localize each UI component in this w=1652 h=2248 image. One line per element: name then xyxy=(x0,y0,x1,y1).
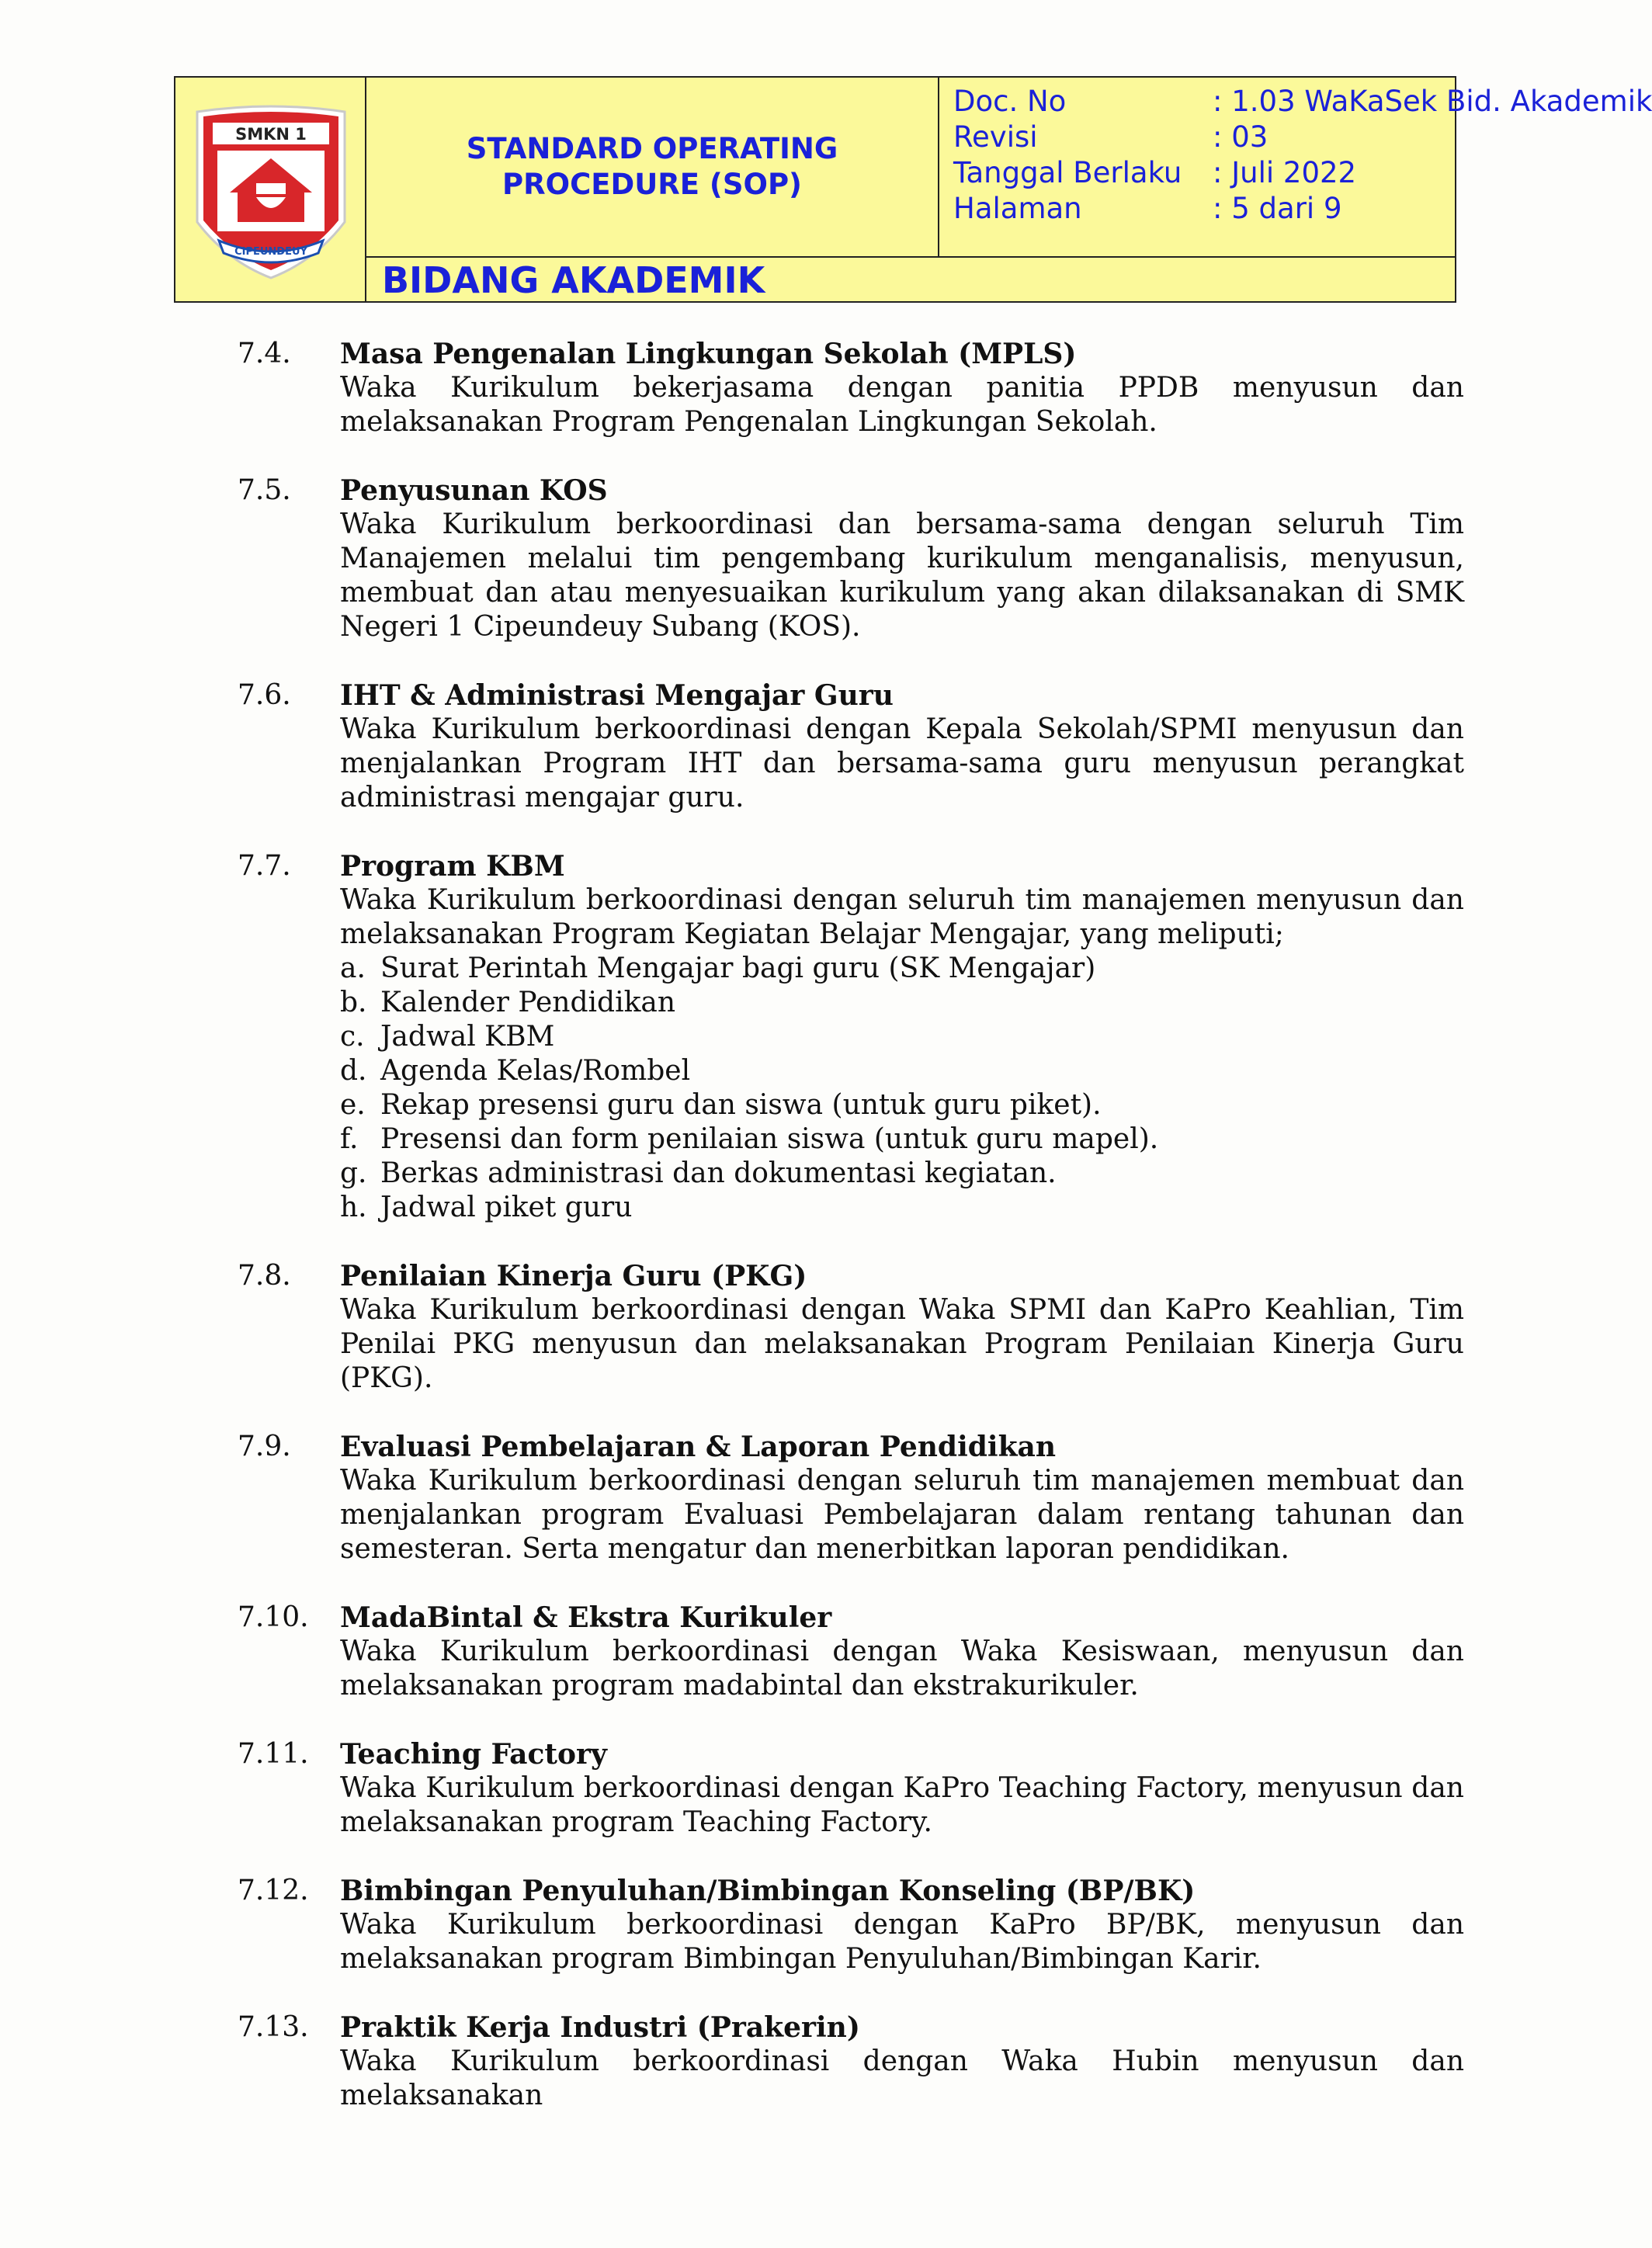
section-number: 7.8. xyxy=(238,1260,291,1292)
list-text: Surat Perintah Mengajar bagi guru (SK Mengajar) xyxy=(380,952,1096,984)
meta-value: : 03 xyxy=(1213,120,1268,154)
section-body: Waka Kurikulum berkoordinasi dengan seluruh tim manajemen menyusun dan melaksanakan Program Kegiatan Belajar Mengajar, yang meliputi; xyxy=(340,884,1464,950)
logo-cell xyxy=(175,78,366,301)
section-7-8 xyxy=(238,1259,1464,1396)
meta-label: Revisi xyxy=(953,120,1038,154)
section-number: 7.4. xyxy=(238,338,291,369)
meta-value: : Juli 2022 xyxy=(1213,156,1357,189)
svg-text:CIPEUNDEUY: CIPEUNDEUY xyxy=(234,246,307,258)
section-title: Bimbingan Penyuluhan/Bimbingan Konseling (BP/BK) xyxy=(340,1875,1196,1907)
sop-title-cell xyxy=(366,78,939,256)
list-letter: d. xyxy=(340,1055,367,1087)
list-letter: g. xyxy=(340,1157,367,1189)
list-text: Berkas administrasi dan dokumentasi kegiatan. xyxy=(380,1157,1057,1189)
section-title: Penilaian Kinerja Guru (PKG) xyxy=(340,1260,807,1292)
department-title: BIDANG AKADEMIK xyxy=(366,256,1455,301)
section-body: Waka Kurikulum berkoordinasi dengan seluruh tim manajemen membuat dan menjalankan program Evaluasi Pembelajaran dalam rentang tahunan dan semesteran. Serta mengatur dan menerbitkan laporan pendidikan. xyxy=(340,1465,1464,1565)
section-number: 7.11. xyxy=(238,1738,309,1770)
section-title: Praktik Kerja Industri (Prakerin) xyxy=(340,2011,860,2044)
section-7-7 xyxy=(238,849,1464,1225)
list-letter: e. xyxy=(340,1089,366,1121)
list-item xyxy=(340,1054,1464,1088)
section-title: Program KBM xyxy=(340,850,565,883)
list-item xyxy=(340,1122,1464,1157)
list-letter: f. xyxy=(340,1123,359,1155)
list-item xyxy=(340,1191,1464,1225)
list-text: Jadwal piket guru xyxy=(380,1192,633,1223)
section-7-4 xyxy=(238,337,1464,439)
sop-header xyxy=(174,76,1652,303)
section-number: 7.7. xyxy=(238,850,291,882)
list-letter: h. xyxy=(340,1192,367,1223)
list-letter: a. xyxy=(340,952,366,984)
section-7-6 xyxy=(238,678,1464,815)
section-body: Waka Kurikulum bekerjasama dengan panitia PPDB menyusun dan melaksanakan Program Pengenalan Lingkungan Sekolah. xyxy=(340,372,1464,438)
meta-label: Tanggal Berlaku xyxy=(953,156,1182,189)
section-title: Evaluasi Pembelajaran & Laporan Pendidikan xyxy=(340,1431,1057,1463)
meta-label: Halaman xyxy=(953,192,1082,225)
section-number: 7.9. xyxy=(238,1431,291,1462)
section-7-10 xyxy=(238,1601,1464,1703)
section-body: Waka Kurikulum berkoordinasi dengan Kepala Sekolah/SPMI menyusun dan menjalankan Program IHT dan bersama-sama guru menyusun perangkat administrasi mengajar guru. xyxy=(340,713,1464,814)
section-number: 7.10. xyxy=(238,1601,309,1633)
section-7-5 xyxy=(238,474,1464,644)
section-number: 7.6. xyxy=(238,679,291,711)
list-text: Agenda Kelas/Rombel xyxy=(380,1055,691,1087)
list-item xyxy=(340,952,1464,986)
list-text: Jadwal KBM xyxy=(380,1021,555,1053)
list-text: Presensi dan form penilaian siswa (untuk guru mapel). xyxy=(380,1123,1159,1155)
kbm-list xyxy=(340,952,1464,1225)
section-title: MadaBintal & Ekstra Kurikuler xyxy=(340,1601,832,1634)
section-number: 7.5. xyxy=(238,474,291,506)
list-text: Rekap presensi guru dan siswa (untuk guru piket). xyxy=(380,1089,1102,1121)
section-7-11 xyxy=(238,1737,1464,1840)
meta-label: Doc. No xyxy=(953,85,1067,118)
meta-value: : 1.03 WaKaSek Bid. Akademik xyxy=(1213,85,1652,118)
section-body: Waka Kurikulum berkoordinasi dengan KaPro Teaching Factory, menyusun dan melaksanakan program Teaching Factory. xyxy=(340,1772,1464,1838)
list-item xyxy=(340,1088,1464,1122)
school-logo xyxy=(191,106,351,283)
list-item xyxy=(340,1020,1464,1054)
list-letter: c. xyxy=(340,1021,365,1053)
document-body xyxy=(238,337,1464,2147)
section-title: Teaching Factory xyxy=(340,1738,607,1771)
section-7-9 xyxy=(238,1430,1464,1566)
list-item xyxy=(340,986,1464,1020)
section-title: Penyusunan KOS xyxy=(340,474,608,507)
list-item xyxy=(340,1157,1464,1191)
sop-title-line2: PROCEDURE (SOP) xyxy=(502,168,802,201)
section-body: Waka Kurikulum berkoordinasi dan bersama-sama dengan seluruh Tim Manajemen melalui tim pengembang kurikulum menganalisis, menyusun, membuat dan atau menyesuaikan kurikulum yang akan dilaksanakan di SMK Negeri 1 Cipeundeuy Subang (KOS). xyxy=(340,508,1464,643)
list-letter: b. xyxy=(340,987,367,1018)
section-7-13 xyxy=(238,2010,1464,2113)
svg-text:SMKN 1: SMKN 1 xyxy=(235,125,307,144)
section-title: Masa Pengenalan Lingkungan Sekolah (MPLS) xyxy=(340,338,1077,370)
section-7-12 xyxy=(238,1874,1464,1976)
sop-title-line1: STANDARD OPERATING xyxy=(466,132,838,165)
section-title: IHT & Administrasi Mengajar Guru xyxy=(340,679,894,712)
list-text: Kalender Pendidikan xyxy=(380,987,676,1018)
section-body: Waka Kurikulum berkoordinasi dengan Waka Hubin menyusun dan melaksanakan xyxy=(340,2045,1464,2111)
meta-value: : 5 dari 9 xyxy=(1213,192,1342,225)
section-body: Waka Kurikulum berkoordinasi dengan Waka Kesiswaan, menyusun dan melaksanakan program madabintal dan ekstrakurikuler. xyxy=(340,1636,1464,1702)
section-body: Waka Kurikulum berkoordinasi dengan KaPro BP/BK, menyusun dan melaksanakan program Bimbingan Penyuluhan/Bimbingan Karir. xyxy=(340,1909,1464,1975)
section-number: 7.13. xyxy=(238,2011,309,2043)
doc-meta xyxy=(939,78,1652,256)
section-body: Waka Kurikulum berkoordinasi dengan Waka SPMI dan KaPro Keahlian, Tim Penilai PKG menyusun dan melaksanakan Program Penilaian Kinerja Guru (PKG). xyxy=(340,1294,1464,1394)
section-number: 7.12. xyxy=(238,1875,309,1906)
